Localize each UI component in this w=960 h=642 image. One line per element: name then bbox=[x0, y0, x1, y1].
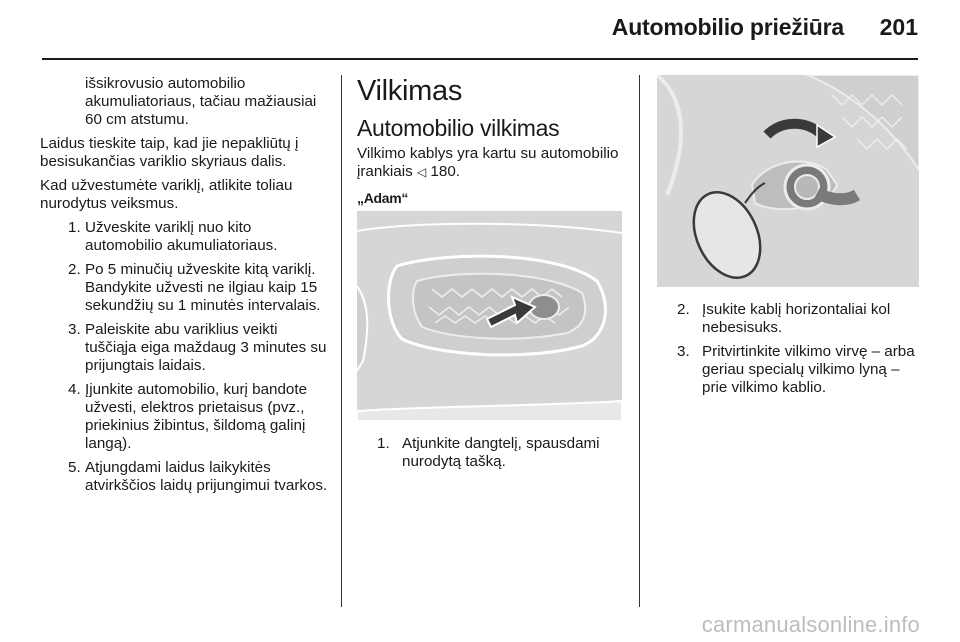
step-text: Užveskite variklį nuo kito automobilio akumuliatoriaus. bbox=[85, 219, 278, 254]
step-number: 4. bbox=[68, 381, 81, 398]
list-item bbox=[357, 435, 625, 471]
tow-steps-part2 bbox=[657, 301, 925, 397]
column-divider-1 bbox=[341, 75, 342, 607]
header-rule bbox=[42, 58, 918, 60]
list-item bbox=[40, 261, 332, 315]
page-number: 201 bbox=[879, 14, 918, 40]
section-title: Vilkimas bbox=[357, 75, 463, 107]
page-title: Automobilio priežiūra bbox=[611, 14, 844, 40]
model-label: „Adam“ bbox=[357, 190, 409, 206]
page-reference-arrow-icon: ◁ bbox=[416, 165, 427, 179]
tow-hook-illustration bbox=[657, 75, 919, 287]
watermark: carmanualsonline.info bbox=[701, 612, 920, 637]
column-right bbox=[657, 75, 925, 403]
page-header bbox=[0, 0, 960, 62]
list-item bbox=[40, 321, 332, 375]
list-item bbox=[40, 219, 332, 255]
step-number: 2. bbox=[68, 261, 81, 278]
subsection-title: Automobilio vilkimas bbox=[357, 115, 560, 141]
step-text: Atjunkite dangtelį, spausdami nurodytą tašką. bbox=[402, 435, 600, 470]
column-middle bbox=[357, 75, 625, 477]
list-item bbox=[40, 381, 332, 453]
step-number: 1. bbox=[68, 219, 81, 236]
column-divider-2 bbox=[639, 75, 640, 607]
step-text: Paleiskite abu variklius veikti tuščiąja eiga maždaug 3 minutes su prijungtais laidais. bbox=[85, 321, 327, 374]
step-number: 1. bbox=[377, 435, 390, 452]
step-text: Atjungdami laidus laikykitės atvirkščios laidų prijungimui tvarkos. bbox=[85, 459, 328, 494]
step-text: Įjunkite automobilio, kurį bandote užvesti, elektros prietaisus (pvz., priekinius žibintus, šildomą galinį langą). bbox=[85, 381, 308, 452]
jump-start-steps bbox=[40, 219, 332, 495]
list-item bbox=[657, 343, 925, 397]
step-text: Po 5 minučių užveskite kitą variklį. Bandykite užvesti ne ilgiau kaip 15 sekundžių su 1 minutės intervalais. bbox=[85, 261, 321, 314]
continued-text: išsikrovusio automobilio akumuliatoriaus, tačiau mažiausiai 60 cm atstumu. bbox=[85, 75, 317, 128]
column-left bbox=[40, 75, 332, 501]
paragraph-cables: Laidus tieskite taip, kad jie nepakliūtų į besisukančias variklio skyriaus dalis. bbox=[40, 135, 299, 170]
paragraph-start-intro: Kad užvestumėte variklį, atlikite toliau nurodytus veiksmus. bbox=[40, 177, 293, 212]
bumper-cover-illustration-drawing bbox=[357, 211, 622, 421]
step-text: Įsukite kablį horizontaliai kol nebesisuks. bbox=[702, 301, 891, 336]
tow-hook-intro: Vilkimo kablys yra kartu su automobilio įrankiais ◁ 180. bbox=[357, 145, 619, 180]
bumper-cover-illustration bbox=[357, 211, 622, 421]
step-number: 3. bbox=[68, 321, 81, 338]
step-number: 5. bbox=[68, 459, 81, 476]
step-number: 2. bbox=[677, 301, 690, 318]
list-item bbox=[657, 301, 925, 337]
list-item bbox=[40, 459, 332, 495]
tow-hook-illustration-drawing bbox=[657, 75, 919, 287]
step-text: Pritvirtinkite vilkimo virvę – arba geriau specialų vilkimo lyną – prie vilkimo kablio. bbox=[702, 343, 915, 396]
step-number: 3. bbox=[677, 343, 690, 360]
tow-steps-part1 bbox=[357, 435, 625, 471]
page-reference: 180. bbox=[430, 163, 460, 180]
